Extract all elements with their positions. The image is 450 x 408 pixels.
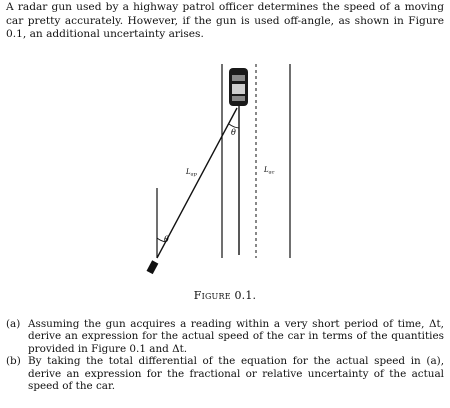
car-icon — [229, 68, 248, 106]
figure-svg — [0, 58, 450, 288]
caption-word: Figure — [193, 289, 231, 302]
theta-bottom-label: θ — [164, 235, 169, 244]
question-b-label: (b) — [6, 355, 21, 368]
question-b-text: By taking the total differential of the equation for the actual speed in (a), derive an expression for the fractional or relative uncertainty of the actual speed of the car. — [28, 355, 444, 393]
caption-number: 0.1. — [234, 289, 257, 302]
figure-caption — [0, 289, 450, 302]
question-a-label: (a) — [6, 318, 21, 330]
theta-top-label: θ — [231, 128, 236, 137]
lac-label: $L_{ac}$ — [264, 166, 275, 176]
figure-0-1 — [0, 58, 450, 288]
radar-beam-line — [157, 108, 237, 258]
question-b — [6, 355, 444, 392]
question-list — [6, 318, 444, 392]
question-a-text: Assuming the gun acquires a reading within a very short period of time, Δt, derive an expression for the actual speed of the car in terms of the quantities provided in Figure 0.1 and Δt. — [28, 318, 444, 355]
intro-paragraph: A radar gun used by a highway patrol officer determines the speed of a moving car pretty accurately. However, if the gun is used off-angle, as shown in Figure 0.1, an additional uncertainty arises. — [6, 1, 444, 41]
question-a — [6, 318, 444, 355]
lap-label: $L_{ap}$ — [186, 168, 197, 178]
radar-gun-icon — [147, 260, 159, 274]
